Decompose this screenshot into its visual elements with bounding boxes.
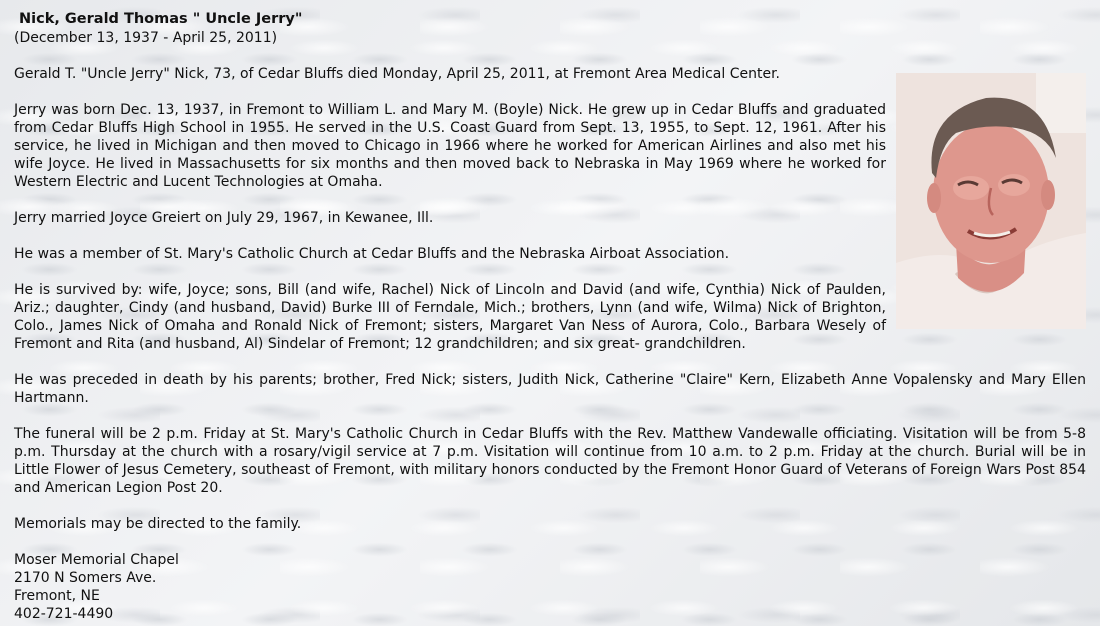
funeral-home-name: Moser Memorial Chapel [14, 552, 179, 568]
paragraph-memorials: Memorials may be directed to the family. [14, 516, 302, 532]
paragraph-marriage: Jerry married Joyce Greiert on July 29, 1967, in Kewanee, Ill. [14, 210, 434, 226]
funeral-home-address [14, 551, 1086, 623]
paragraph-memberships: He was a member of St. Mary's Catholic Church at Cedar Bluffs and the Nebraska Airboat Association. [14, 246, 730, 262]
portrait-illustration [896, 73, 1086, 329]
funeral-home-phone: 402-721-4490 [14, 606, 114, 622]
funeral-home-city: Fremont, NE [14, 588, 100, 604]
paragraph-death-notice: Gerald T. "Uncle Jerry" Nick, 73, of Cedar Bluffs died Monday, April 25, 2011, at Fremont Area Medical Center. [14, 66, 781, 82]
paragraph-funeral-details: The funeral will be 2 p.m. Friday at St. Mary's Catholic Church in Cedar Bluffs with the Rev. Matthew Vandewalle officiating. Visitation will be from 5-8 p.m. Thursday at the church with a rosary/vigil service at 7 p.m. Visitation will continue from 10 a.m. to 2 p.m. Friday at the church. Burial will be in Little Flower of Jesus Cemetery, southeast of Fremont, with military honors conducted by the Fremont Honor Guard of Veterans of Foreign Wars Post 854 and American Legion Post 20. [14, 426, 1086, 496]
portrait-photo [896, 73, 1086, 329]
paragraph-preceded-by: He was preceded in death by his parents; brother, Fred Nick; sisters, Judith Nick, Catherine "Claire" Kern, Elizabeth Anne Vopalensky and Mary Ellen Hartmann. [14, 372, 1086, 406]
funeral-home-street: 2170 N Somers Ave. [14, 570, 157, 586]
paragraph-biography: Jerry was born Dec. 13, 1937, in Fremont to William L. and Mary M. (Boyle) Nick. He grew up in Cedar Bluffs and graduated from Cedar Bluffs High School in 1955. He served in the U.S. Coast Guard from Sept. 13, 1955, to Sept. 12, 1961. After his service, he lived in Michigan and then moved to Chicago in 1966 where he worked for American Airlines and also met his wife Joyce. He lived in Massachusetts for six months and then moved back to Nebraska in May 1969 where he worked for Western Electric and Lucent Technologies at Omaha. [14, 102, 886, 190]
obituary-name: Nick, Gerald Thomas " Uncle Jerry" [19, 11, 303, 27]
obituary-page [14, 10, 1086, 623]
obituary-dates: (December 13, 1937 - April 25, 2011) [14, 30, 278, 46]
paragraph-survived-by: He is survived by: wife, Joyce; sons, Bill (and wife, Rachel) Nick of Lincoln and David (and wife, Cynthia) Nick of Paulden, Ariz.; daughter, Cindy (and husband, David) Burke III of Ferndale, Mich.; brothers, Lynn (and wife, Wilma) Nick of Brighton, Colo., James Nick of Omaha and Ronald Nick of Fremont; sisters, Margaret Van Ness of Aurora, Colo., Barbara Wesely of Fremont and Rita (and husband, Al) Sindelar of Fremont; 12 grandchildren; and six great- grandchildren. [14, 282, 886, 352]
